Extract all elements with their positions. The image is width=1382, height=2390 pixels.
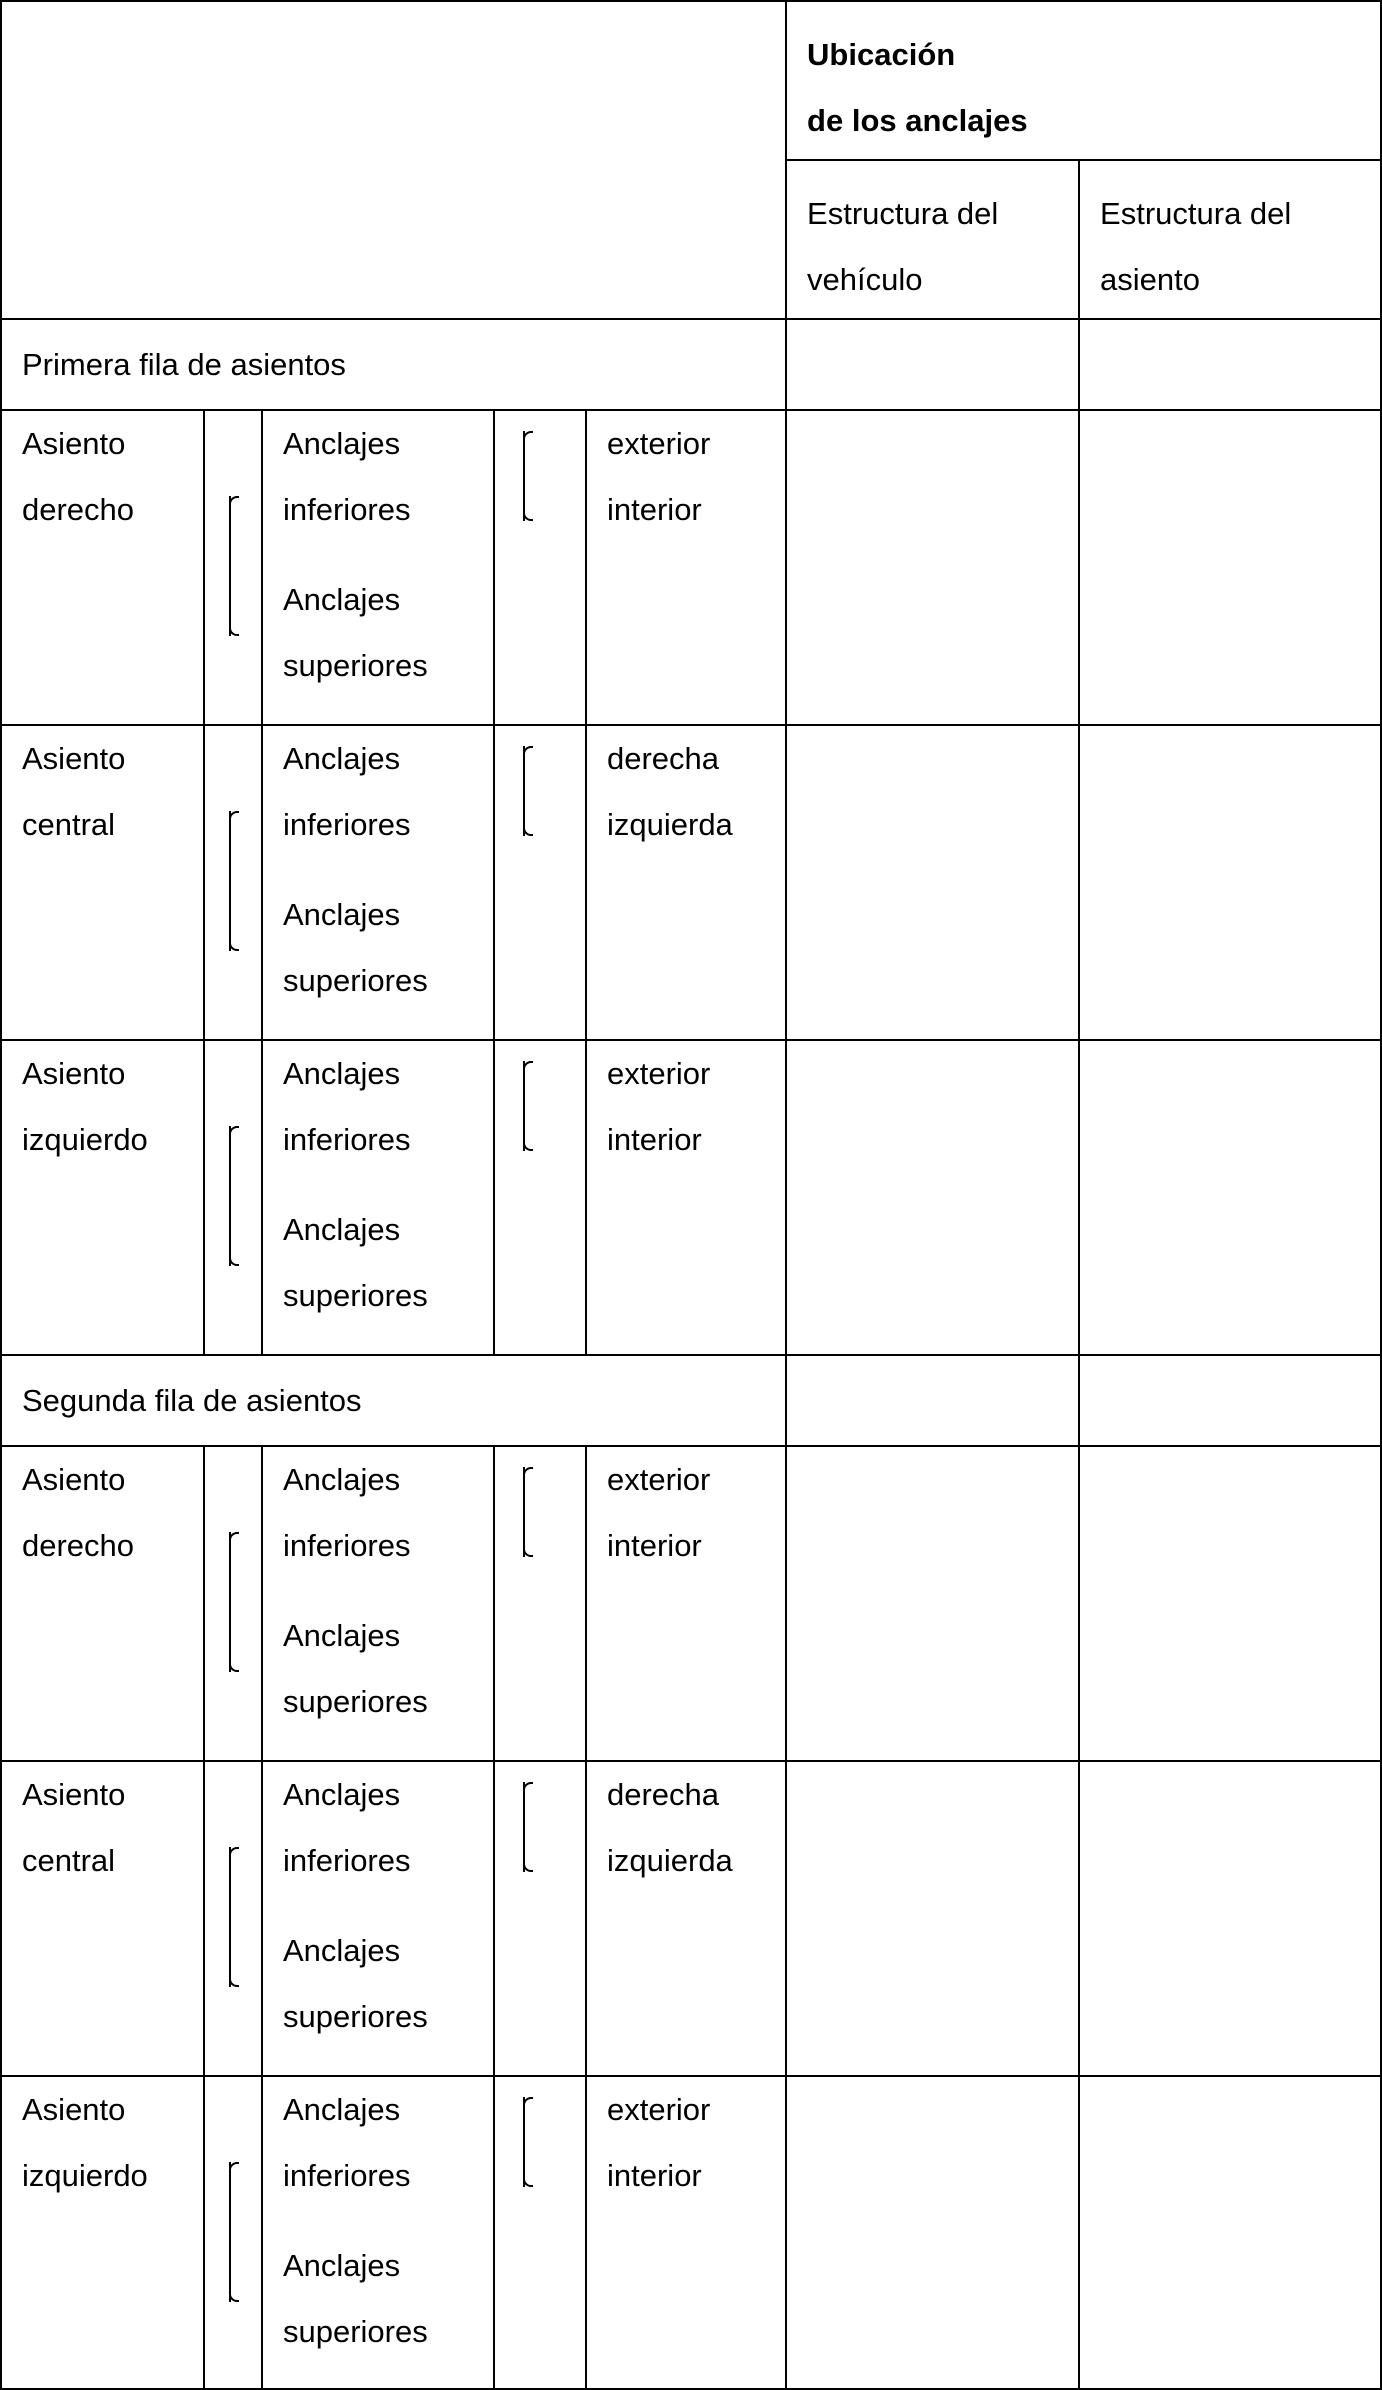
seat-name-line1: Asiento bbox=[22, 741, 126, 776]
upper-anchorages-line1: Anclajes bbox=[283, 2248, 401, 2283]
position-cell bbox=[586, 1446, 786, 1761]
position-2: interior bbox=[607, 1528, 702, 1563]
anchorage-type-cell bbox=[262, 2076, 494, 2389]
position-1: exterior bbox=[607, 2092, 711, 2127]
seat-name-line1: Asiento bbox=[22, 1777, 126, 1812]
left-brace-icon bbox=[229, 1847, 241, 1987]
location-header bbox=[786, 1, 1381, 160]
seat-structure-cell[interactable] bbox=[1079, 319, 1381, 410]
left-brace-icon bbox=[229, 811, 241, 951]
left-brace-icon bbox=[523, 1782, 535, 1872]
seat-name-cell bbox=[1, 1040, 204, 1355]
position-2: interior bbox=[607, 492, 702, 527]
seat-structure-cell[interactable] bbox=[1079, 1040, 1381, 1355]
seat-row bbox=[1, 1040, 1381, 1355]
position-2: izquierda bbox=[607, 1843, 733, 1878]
upper-anchorages-line1: Anclajes bbox=[283, 1618, 401, 1653]
seat-name-line2: central bbox=[22, 1843, 116, 1878]
seat-structure-line1: Estructura del bbox=[1100, 196, 1292, 231]
seat-name-line1: Asiento bbox=[22, 1462, 126, 1497]
position-brace-cell bbox=[494, 1446, 586, 1761]
seat-structure-cell[interactable] bbox=[1079, 725, 1381, 1040]
seat-name-line1: Asiento bbox=[22, 426, 126, 461]
seat-name-line2: derecho bbox=[22, 1528, 135, 1563]
anchorage-type-cell bbox=[262, 1446, 494, 1761]
position-cell bbox=[586, 1040, 786, 1355]
position-1: derecha bbox=[607, 741, 720, 776]
seat-brace-cell bbox=[204, 410, 262, 725]
lower-anchorages-line1: Anclajes bbox=[283, 1462, 401, 1497]
position-cell bbox=[586, 410, 786, 725]
header-row-1 bbox=[1, 1, 1381, 160]
anchorage-type-cell bbox=[262, 1040, 494, 1355]
lower-anchorages-line2: inferiores bbox=[283, 492, 411, 527]
upper-anchorages-line2: superiores bbox=[283, 2314, 428, 2349]
seat-name-line1: Asiento bbox=[22, 1056, 126, 1091]
seat-name-line2: derecho bbox=[22, 492, 135, 527]
section-title: Segunda fila de asientos bbox=[1, 1355, 786, 1446]
position-1: derecha bbox=[607, 1777, 720, 1812]
upper-anchorages-line1: Anclajes bbox=[283, 582, 401, 617]
header-blank-cell bbox=[1, 1, 786, 319]
seat-structure-cell[interactable] bbox=[1079, 1446, 1381, 1761]
seat-brace-cell bbox=[204, 1040, 262, 1355]
vehicle-structure-cell[interactable] bbox=[786, 1040, 1079, 1355]
vehicle-structure-cell[interactable] bbox=[786, 1355, 1079, 1446]
lower-anchorages-line1: Anclajes bbox=[283, 426, 401, 461]
seat-name-cell bbox=[1, 410, 204, 725]
upper-anchorages-line2: superiores bbox=[283, 648, 428, 683]
seat-brace-cell bbox=[204, 1761, 262, 2076]
position-brace-cell bbox=[494, 410, 586, 725]
location-header-line2: de los anclajes bbox=[807, 103, 1028, 138]
location-header-line1: Ubicación bbox=[807, 37, 956, 72]
lower-anchorages-line2: inferiores bbox=[283, 1122, 411, 1157]
left-brace-icon bbox=[523, 431, 535, 521]
upper-anchorages-line1: Anclajes bbox=[283, 897, 401, 932]
seat-structure-cell[interactable] bbox=[1079, 1761, 1381, 2076]
lower-anchorages-line2: inferiores bbox=[283, 807, 411, 842]
seat-brace-cell bbox=[204, 725, 262, 1040]
vehicle-structure-header bbox=[786, 160, 1079, 319]
section-row-first bbox=[1, 319, 1381, 410]
left-brace-icon bbox=[523, 2097, 535, 2187]
upper-anchorages-line2: superiores bbox=[283, 1278, 428, 1313]
seat-structure-cell[interactable] bbox=[1079, 410, 1381, 725]
lower-anchorages-line2: inferiores bbox=[283, 2158, 411, 2193]
section-title: Primera fila de asientos bbox=[1, 319, 786, 410]
position-cell bbox=[586, 2076, 786, 2389]
vehicle-structure-cell[interactable] bbox=[786, 410, 1079, 725]
vehicle-structure-cell[interactable] bbox=[786, 725, 1079, 1040]
seat-name-cell bbox=[1, 725, 204, 1040]
seat-row bbox=[1, 725, 1381, 1040]
upper-anchorages-line2: superiores bbox=[283, 1999, 428, 2034]
seat-name-cell bbox=[1, 1761, 204, 2076]
position-brace-cell bbox=[494, 1761, 586, 2076]
upper-anchorages-line2: superiores bbox=[283, 1684, 428, 1719]
seat-name-cell bbox=[1, 2076, 204, 2389]
seat-structure-cell[interactable] bbox=[1079, 2076, 1381, 2389]
seat-name-line2: izquierdo bbox=[22, 1122, 148, 1157]
left-brace-icon bbox=[229, 2162, 241, 2302]
left-brace-icon bbox=[229, 496, 241, 636]
left-brace-icon bbox=[523, 1467, 535, 1557]
lower-anchorages-line1: Anclajes bbox=[283, 2092, 401, 2127]
left-brace-icon bbox=[229, 1126, 241, 1266]
lower-anchorages-line2: inferiores bbox=[283, 1843, 411, 1878]
seat-row bbox=[1, 2076, 1381, 2389]
vehicle-structure-line1: Estructura del bbox=[807, 196, 999, 231]
vehicle-structure-cell[interactable] bbox=[786, 2076, 1079, 2389]
seat-name-cell bbox=[1, 1446, 204, 1761]
lower-anchorages-line1: Anclajes bbox=[283, 1056, 401, 1091]
position-2: izquierda bbox=[607, 807, 733, 842]
seat-brace-cell bbox=[204, 1446, 262, 1761]
anchorage-type-cell bbox=[262, 410, 494, 725]
left-brace-icon bbox=[523, 746, 535, 836]
seat-row bbox=[1, 1446, 1381, 1761]
seat-structure-header bbox=[1079, 160, 1381, 319]
position-1: exterior bbox=[607, 1056, 711, 1091]
seat-structure-cell[interactable] bbox=[1079, 1355, 1381, 1446]
left-brace-icon bbox=[229, 1532, 241, 1672]
position-cell bbox=[586, 1761, 786, 2076]
position-brace-cell bbox=[494, 1040, 586, 1355]
upper-anchorages-line1: Anclajes bbox=[283, 1212, 401, 1247]
upper-anchorages-line2: superiores bbox=[283, 963, 428, 998]
anchorage-type-cell bbox=[262, 725, 494, 1040]
position-1: exterior bbox=[607, 1462, 711, 1497]
seat-brace-cell bbox=[204, 2076, 262, 2389]
lower-anchorages-line1: Anclajes bbox=[283, 1777, 401, 1812]
position-2: interior bbox=[607, 1122, 702, 1157]
position-cell bbox=[586, 725, 786, 1040]
seat-row bbox=[1, 1761, 1381, 2076]
vehicle-structure-cell[interactable] bbox=[786, 1446, 1079, 1761]
left-brace-icon bbox=[523, 1061, 535, 1151]
position-1: exterior bbox=[607, 426, 711, 461]
vehicle-structure-cell[interactable] bbox=[786, 319, 1079, 410]
section-row-second bbox=[1, 1355, 1381, 1446]
lower-anchorages-line1: Anclajes bbox=[283, 741, 401, 776]
vehicle-structure-cell[interactable] bbox=[786, 1761, 1079, 2076]
vehicle-structure-line2: vehículo bbox=[807, 262, 923, 297]
anchorage-type-cell bbox=[262, 1761, 494, 2076]
seat-structure-line2: asiento bbox=[1100, 262, 1201, 297]
position-brace-cell bbox=[494, 2076, 586, 2389]
upper-anchorages-line1: Anclajes bbox=[283, 1933, 401, 1968]
seat-name-line2: central bbox=[22, 807, 116, 842]
position-brace-cell bbox=[494, 725, 586, 1040]
seat-name-line2: izquierdo bbox=[22, 2158, 148, 2193]
lower-anchorages-line2: inferiores bbox=[283, 1528, 411, 1563]
seat-name-line1: Asiento bbox=[22, 2092, 126, 2127]
seat-row bbox=[1, 410, 1381, 725]
position-2: interior bbox=[607, 2158, 702, 2193]
